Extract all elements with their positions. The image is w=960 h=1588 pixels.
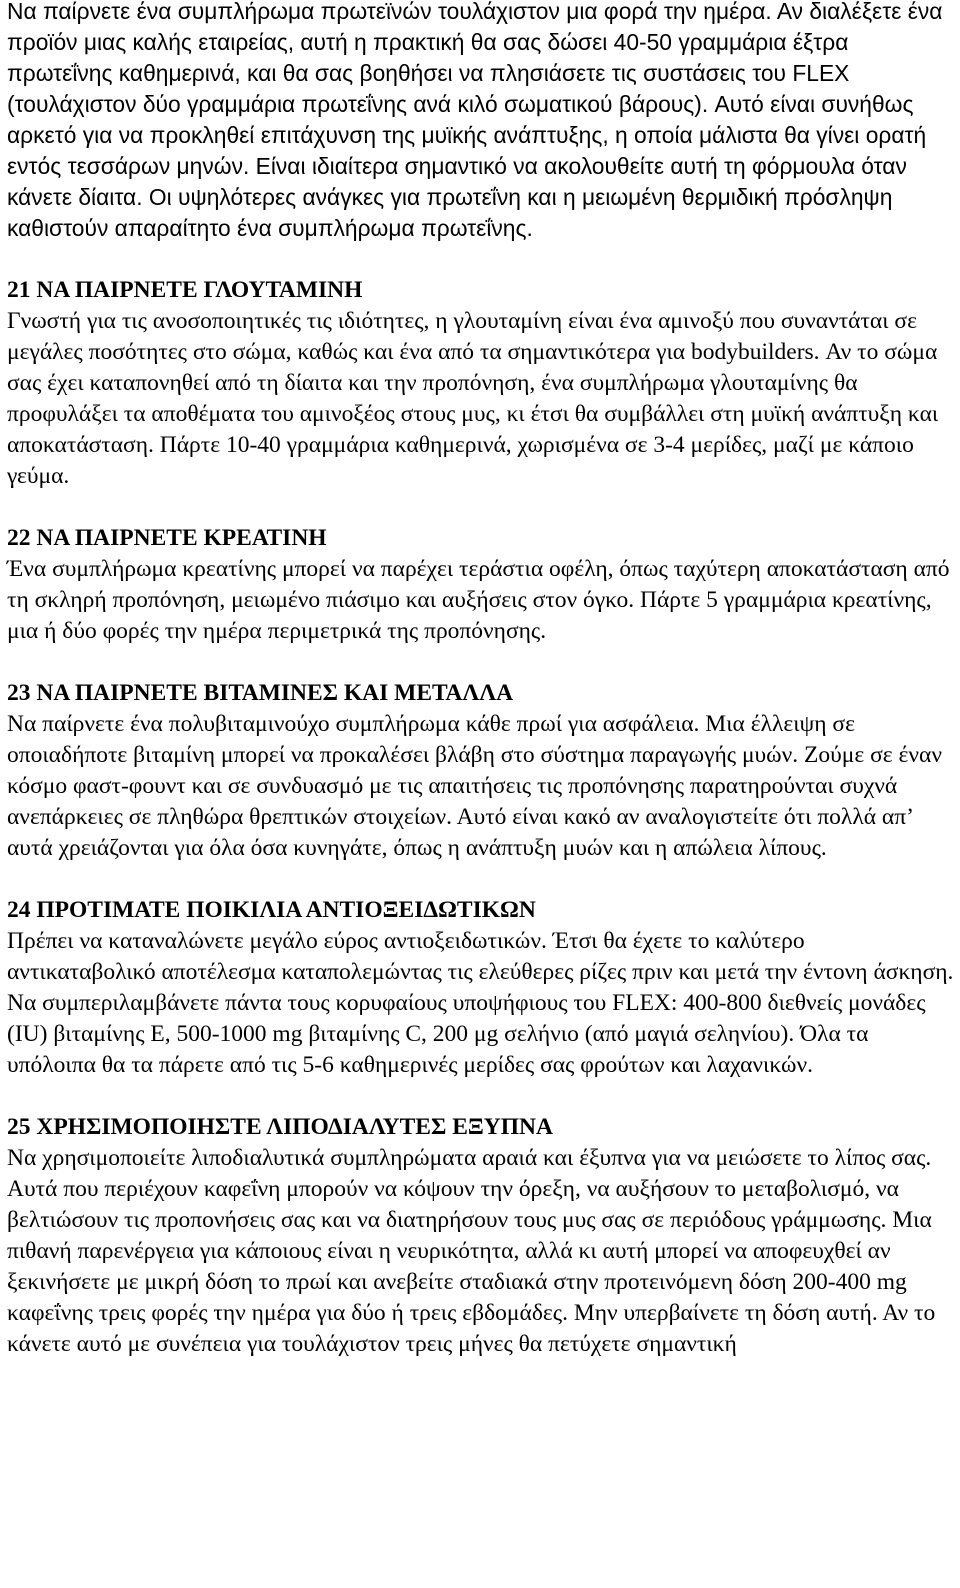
- section-antioxidants: [7, 895, 954, 1081]
- section-title: 25 ΧΡΗΣΙΜΟΠΟΙΗΣΤΕ ΛΙΠΟΔΙΑΛΥΤΕΣ ΕΞΥΠΝΑ: [7, 1114, 553, 1140]
- section-body: Να χρησιμοποιείτε λιποδιαλυτικά συμπληρώματα αραιά και έξυπνα για να μειώσετε το λίπος σας. Αυτά που περιέχουν καφεΐνη μπορούν να κόψουν την όρεξη, να αυξήσουν το μεταβολισμό, να βελτιώσουν τις προπονήσεις σας και να διατηρήσουν τους μυς σας σε περιόδους γράμμωσης. Μια πιθανή παρενέργεια για κάποιους είναι η νευρικότητα, αλλά κι αυτή μπορεί να αποφευχθεί αν ξεκινήσετε με μικρή δόση το πρωί και ανεβείτε σταδιακά στην προτεινόμενη δόση 200-400 mg καφεΐνης τρεις φορές την ημέρα για δύο ή τρεις εβδομάδες. Μην υπερβαίνετε τη δόση αυτή. Αν το κάνετε αυτό με συνέπεια για τουλάχιστον τρεις μήνες θα πετύχετε σημαντική: [7, 1145, 936, 1357]
- section-body: Να παίρνετε ένα πολυβιταμινούχο συμπλήρωμα κάθε πρωί για ασφάλεια. Μια έλλειψη σε οποιαδήποτε βιταμίνη μπορεί να προκαλέσει βλάβη στο σύστημα παραγωγής μυών. Ζούμε σε έναν κόσμο φαστ-φουντ και σε συνδυασμό με τις απαιτήσεις τις προπόνησης παρατηρούνται συχνά ανεπάρκειες σε πληθώρα θρεπτικών στοιχείων. Αυτό είναι κακό αν αναλογιστείτε ότι πολλά απ’ αυτά χρειάζονται για όλα όσα κυνηγάτε, όπως η ανάπτυξη μυών και η απώλεια λίπους.: [7, 711, 942, 861]
- intro-paragraph: Να παίρνετε ένα συμπλήρωμα πρωτεϊνών τουλάχιστον μια φορά την ημέρα. Αν διαλέξετε ένα προϊόν μιας καλής εταιρείας, αυτή η πρακτική θα σας δώσει 40-50 γραμμάρια έξτρα πρωτεΐνης καθημερινά, και θα σας βοηθήσει να πλησιάσετε τις συστάσεις του FLEX (τουλάχιστον δύο γραμμάρια πρωτεΐνης ανά κιλό σωματικού βάρους). Αυτό είναι συνήθως αρκετό για να προκληθεί επιτάχυνση της μυϊκής ανάπτυξης, η οποία μάλιστα θα γίνει ορατή εντός τεσσάρων μηνών. Είναι ιδιαίτερα σημαντικό να ακολουθείτε αυτή τη φόρμουλα όταν κάνετε δίαιτα. Οι υψηλότερες ανάγκες για πρωτεΐνη και η μειωμένη θερμιδική πρόσληψη καθιστούν απαραίτητο ένα συμπλήρωμα πρωτεΐνης.: [7, 0, 943, 241]
- section-body: Πρέπει να καταναλώνετε μεγάλο εύρος αντιοξειδωτικών. Έτσι θα έχετε το καλύτερο αντικαταβολικό αποτέλεσμα καταπολεμώντας τις ελεύθερες ρίζες πριν και μετά την έντονη άσκηση. Να συμπεριλαμβάνετε πάντα τους κορυφαίους υποψήφιους του FLEX: 400-800 διεθνείς μονάδες (IU) βιταμίνης Ε, 500-1000 mg βιταμίνης C, 200 μg σελήνιο (από μαγιά σεληνίου). Όλα τα υπόλοιπα θα τα πάρετε από τις 5-6 καθημερινές μερίδες σας φρούτων και λαχανικών.: [7, 928, 954, 1078]
- section-body: Ένα συμπλήρωμα κρεατίνης μπορεί να παρέχει τεράστια οφέλη, όπως ταχύτερη αποκατάσταση από τη σκληρή προπόνηση, μειωμένο πιάσιμο και αυξήσεις στον όγκο. Πάρτε 5 γραμμάρια κρεατίνης, μια ή δύο φορές την ημέρα περιμετρικά της προπόνησης.: [7, 556, 950, 644]
- section-title: 23 ΝΑ ΠΑΙΡΝΕΤΕ ΒΙΤΑΜΙΝΕΣ ΚΑΙ ΜΕΤΑΛΛΑ: [7, 680, 514, 706]
- section-vitamins: [7, 678, 954, 864]
- section-body: Γνωστή για τις ανοσοποιητικές τις ιδιότητες, η γλουταμίνη είναι ένα αμινοξύ που συναντάται σε μεγάλες ποσότητες στο σώμα, καθώς και ένα από τα σημαντικότερα για bodybuilders. Αν το σώμα σας έχει καταπονηθεί από τη δίαιτα και την προπόνηση, ένα συμπλήρωμα γλουταμίνης θα προφυλάξει τα αποθέματα του αμινοξέος στους μυς, κι έτσι θα συμβάλλει στη μυϊκή ανάπτυξη και αποκατάσταση. Πάρτε 10-40 γραμμάρια καθημερινά, χωρισμένα σε 3-4 μερίδες, μαζί με κάποιο γεύμα.: [7, 308, 939, 489]
- section-fat-burners: [7, 1112, 954, 1360]
- section-title: 22 ΝΑ ΠΑΙΡΝΕΤΕ ΚΡΕΑΤΙΝΗ: [7, 525, 327, 551]
- section-creatine: [7, 523, 954, 647]
- section-title: 24 ΠΡΟΤΙΜΑΤΕ ΠΟΙΚΙΛΙΑ ΑΝΤΙΟΞΕΙΔΩΤΙΚΩΝ: [7, 897, 536, 923]
- section-title: 21 ΝΑ ΠΑΙΡΝΕΤΕ ΓΛΟΥΤΑΜΙΝΗ: [7, 277, 363, 303]
- section-glutamine: [7, 275, 954, 492]
